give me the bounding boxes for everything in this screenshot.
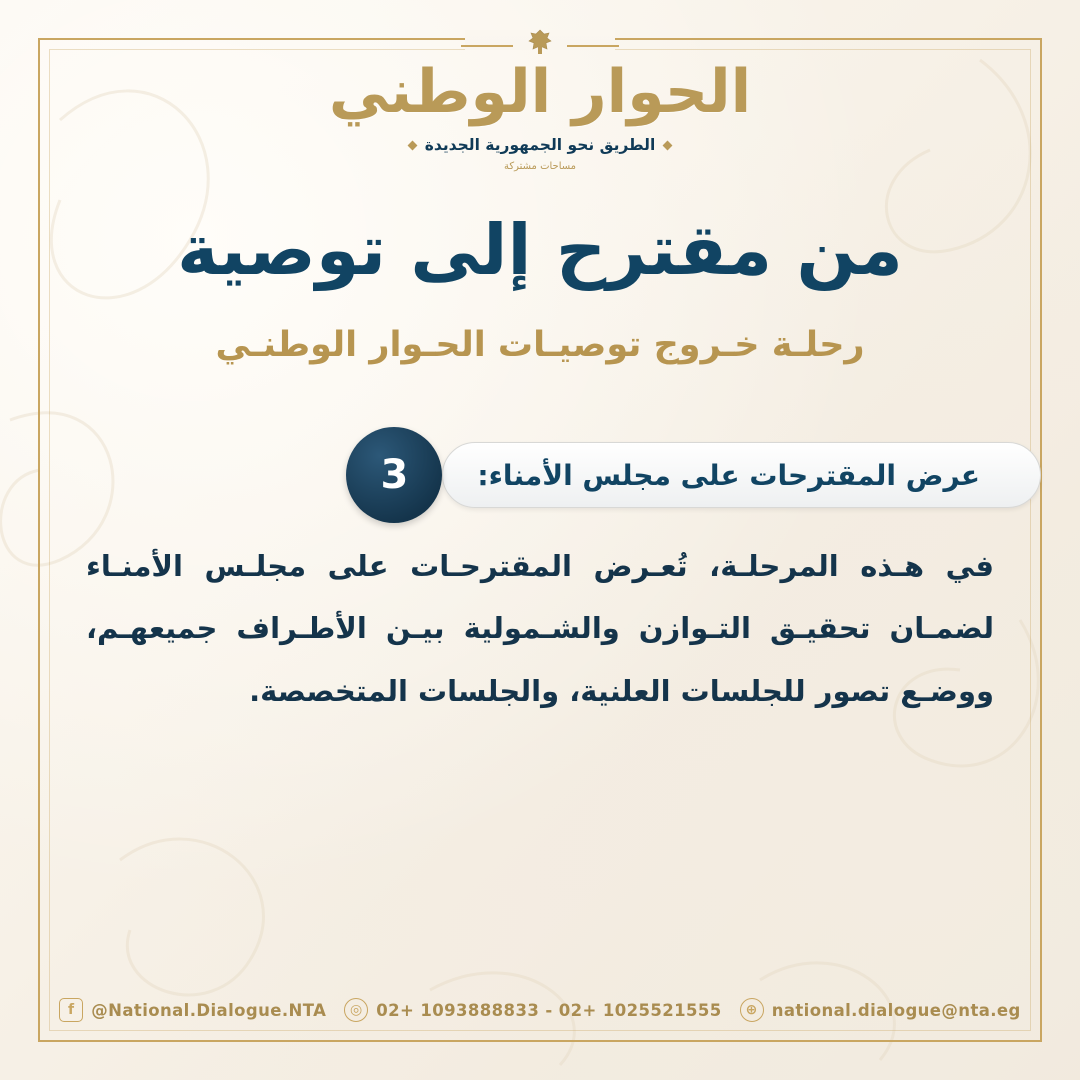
emblem-rule-left	[461, 45, 513, 47]
body-paragraph: في هـذه المرحلـة، تُعـرض المقترحـات على مجلـس الأمنـاء لضمـان تحقيـق التـوازن والشـمولية بيـن الأطـراف جميعهـم، ووضـع تصور للجلسات العلنية، والجلسات المتخصصة.	[86, 549, 994, 708]
whatsapp-icon: ◎	[344, 998, 368, 1022]
globe-icon: ⊕	[740, 998, 764, 1022]
step-label: عرض المقترحات على مجلس الأمناء:	[477, 458, 980, 492]
footer-facebook[interactable]	[59, 998, 326, 1022]
step-number-badge: 3	[346, 427, 442, 523]
footer-phone-numbers: 02+ 1093888833 - 02+ 1025521555	[376, 1000, 722, 1020]
diamond-icon-left	[407, 140, 417, 150]
footer-contact-bar	[62, 988, 1021, 1032]
footer-facebook-handle: @National.Dialogue.NTA	[91, 1000, 327, 1020]
logo-tagline-row	[0, 136, 1080, 154]
page-subtitle: رحلـة خـروج توصيـات الحـوار الوطنـي	[215, 325, 865, 365]
footer-whatsapp[interactable]	[344, 998, 721, 1022]
eagle-emblem-glyph	[525, 28, 555, 58]
facebook-icon: f	[59, 998, 83, 1022]
footer-email-address: national.dialogue@nta.eg	[771, 1000, 1021, 1020]
eagle-emblem-icon	[523, 26, 557, 60]
logo-subtitle: مساحات مشتركة	[503, 161, 577, 172]
footer-email[interactable]	[740, 998, 1021, 1022]
page-title: من مقترح إلى توصية	[177, 209, 903, 291]
logo-script-text: الحوار الوطني	[328, 57, 752, 127]
emblem-rule-right	[567, 45, 619, 47]
step-label-pill	[442, 442, 1041, 508]
diamond-icon-right	[663, 140, 673, 150]
brand-logo	[0, 57, 1080, 172]
logo-tagline: الطريق نحو الجمهورية الجديدة	[424, 136, 656, 154]
step-header	[346, 427, 1005, 523]
